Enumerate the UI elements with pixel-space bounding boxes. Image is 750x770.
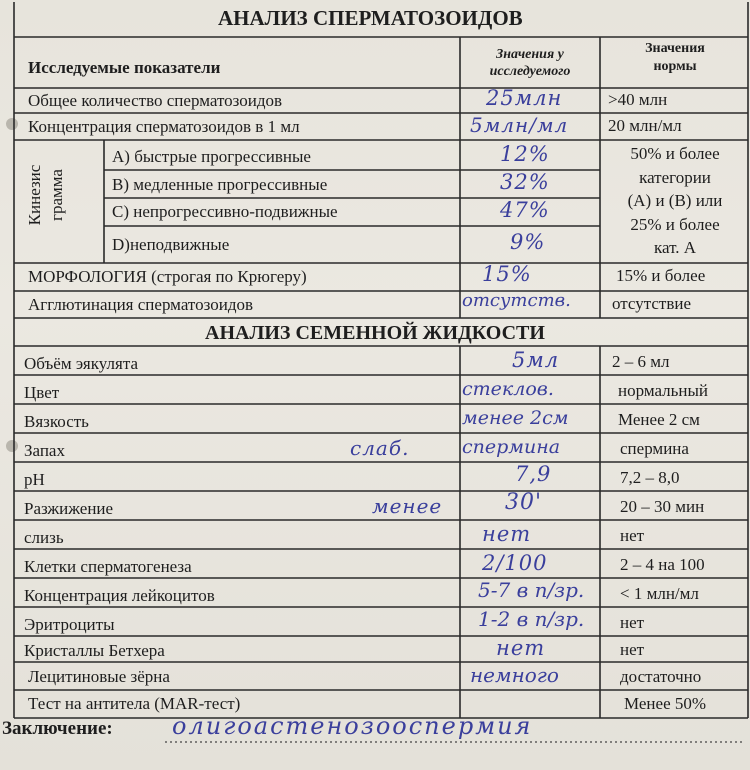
conclusion-value: олигоастенозооспермия [172, 712, 533, 740]
row-norm-concentration: 20 млн/мл [608, 116, 682, 135]
row-value-concentration: 5млн/мл [470, 113, 569, 137]
section-title-fluid: АНАЛИЗ СЕМЕННОЙ ЖИДКОСТИ [205, 322, 545, 344]
kinesis-label-c: С) непрогрессивно-подвижные [112, 202, 338, 221]
fluid-value-boettcher-crystals: нет [496, 636, 546, 660]
fluid-label-viscosity: Вязкость [24, 412, 89, 431]
row-label-agglutination: Агглютинация сперматозоидов [28, 295, 254, 314]
fluid-norm-odor: спермина [620, 439, 689, 458]
kinesis-label-a: А) быстрые прогрессивные [112, 147, 311, 166]
fluid-label-spermatogenesis-cells: Клетки сперматогенеза [24, 557, 192, 576]
kinesis-value-d: 9% [510, 230, 546, 254]
fluid-norm-ph: 7,2 – 8,0 [620, 468, 680, 487]
fluid-norm-mar-test: Менее 50% [624, 694, 707, 713]
fluid-label-lecithin-grains: Лецитиновые зёрна [28, 667, 170, 686]
fluid-value-spermatogenesis-cells: 2/100 [482, 551, 548, 575]
fluid-norm-boettcher-crystals: нет [620, 640, 645, 659]
fluid-note-odor: слаб. [350, 436, 410, 460]
row-norm-morphology: 15% и более [616, 266, 706, 285]
fluid-label-color: Цвет [24, 383, 60, 402]
row-label-morphology: МОРФОЛОГИЯ (строгая по Крюгеру) [28, 267, 307, 286]
fluid-value-lecithin-grains: немного [470, 663, 559, 687]
column-header-norm: Значения нормы [645, 41, 705, 74]
kinesis-value-a: 12% [500, 142, 550, 166]
fluid-label-erythrocytes: Эритроциты [24, 615, 115, 634]
kinesis-value-b: 32% [500, 170, 550, 194]
row-label-concentration: Концентрация сперматозоидов в 1 мл [28, 117, 300, 136]
fluid-value-odor: спермина [462, 436, 561, 458]
fluid-value-liquefaction: 30' [505, 490, 543, 515]
fluid-label-ph: pH [24, 470, 45, 489]
kinesis-group-label: Кинезис грамма [25, 164, 66, 226]
fluid-norm-mucus: нет [620, 526, 645, 545]
kinesis-label-b: В) медленные прогрессивные [112, 175, 328, 194]
fluid-value-volume: 5мл [512, 348, 560, 372]
fluid-norm-erythrocytes: нет [620, 613, 645, 632]
row-value-total-count: 25млн [486, 86, 563, 110]
fluid-label-leukocytes: Концентрация лейкоцитов [24, 586, 215, 605]
conclusion-label: Заключение: [2, 718, 113, 739]
fluid-norm-lecithin-grains: достаточно [620, 667, 702, 686]
fluid-norm-color: нормальный [618, 381, 709, 400]
fluid-value-ph: 7,9 [515, 462, 552, 486]
fluid-value-viscosity: менее 2см [462, 407, 569, 429]
row-value-agglutination: отсутств. [462, 290, 571, 311]
fluid-norm-volume: 2 – 6 мл [612, 352, 670, 371]
fluid-norm-leukocytes: < 1 млн/мл [620, 584, 699, 603]
fluid-label-boettcher-crystals: Кристаллы Бетхера [24, 641, 165, 660]
fluid-note-liquefaction: менее [372, 494, 443, 518]
row-norm-agglutination: отсутствие [612, 294, 692, 313]
fluid-label-mucus: слизь [24, 528, 64, 547]
fluid-label-liquefaction: Разжижение [24, 499, 114, 518]
fluid-norm-spermatogenesis-cells: 2 – 4 на 100 [620, 555, 705, 574]
fluid-value-mucus: нет [482, 522, 532, 546]
row-value-morphology: 15% [482, 262, 532, 286]
fluid-value-leukocytes: 5-7 в п/зр. [478, 578, 585, 602]
column-header-indicator: Исследуемые показатели [28, 58, 221, 77]
kinesis-label-d: D)неподвижные [112, 235, 230, 254]
column-header-value: Значения у исследуемого [489, 47, 571, 79]
fluid-value-color: стеклов. [462, 378, 554, 400]
kinesis-norm: 50% и более категории (А) и (В) или 25% и более кат. А [627, 144, 723, 257]
fluid-label-volume: Объём эякулята [24, 354, 138, 373]
fluid-label-odor: Запах [24, 441, 65, 460]
fluid-value-erythrocytes: 1-2 в п/зр. [478, 607, 585, 631]
fluid-norm-viscosity: Менее 2 см [618, 410, 700, 429]
page-title: АНАЛИЗ СПЕРМАТОЗОИДОВ [218, 6, 523, 30]
kinesis-value-c: 47% [500, 198, 550, 222]
row-norm-total-count: >40 млн [608, 90, 668, 109]
row-label-total-count: Общее количество сперматозоидов [28, 91, 283, 110]
fluid-label-mar-test: Тест на антитела (MAR-тест) [28, 694, 241, 713]
fluid-norm-liquefaction: 20 – 30 мин [620, 497, 705, 516]
